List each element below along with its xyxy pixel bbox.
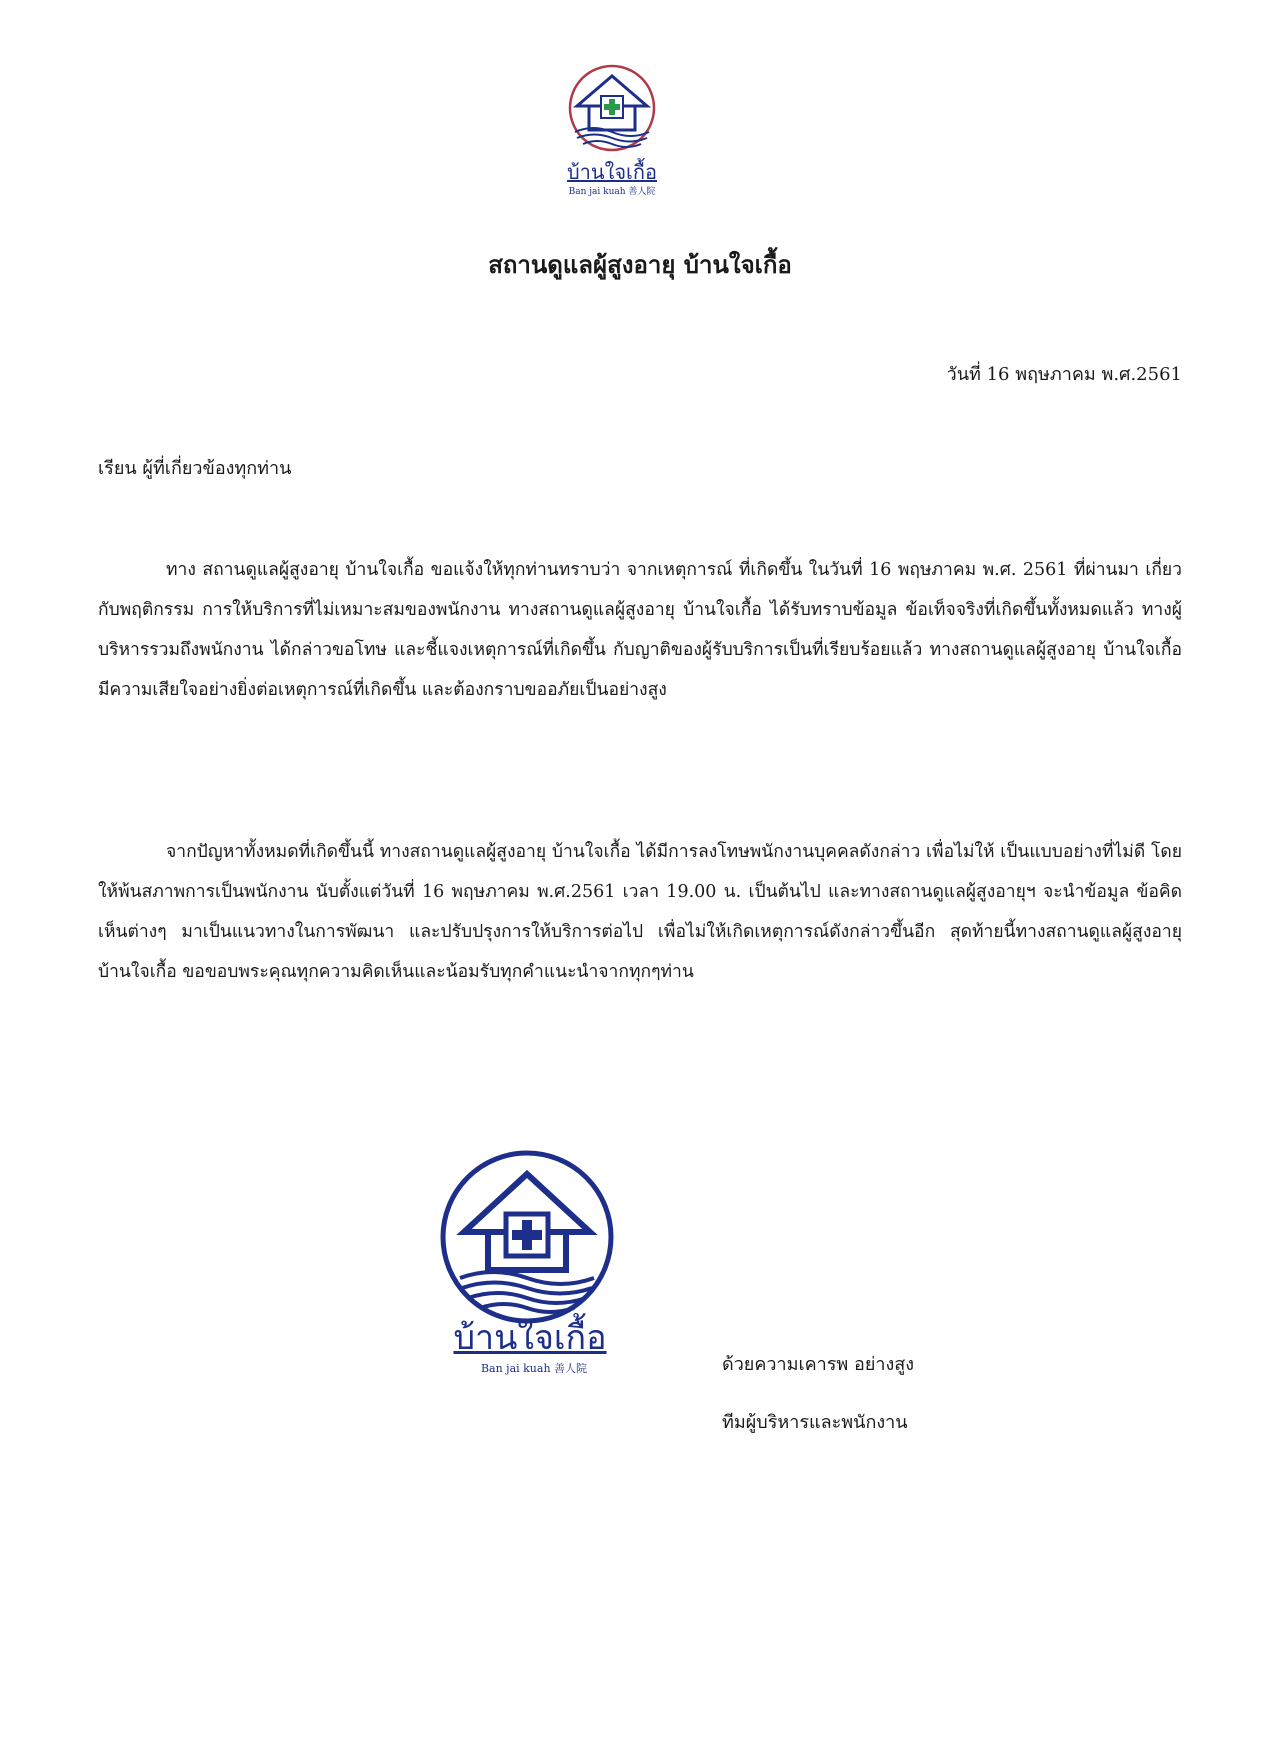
house-with-cross-logo xyxy=(557,62,667,154)
stamp-name: บ้านใจเกื้อ xyxy=(453,1318,607,1358)
logo-name: บ้านใจเกื้อ xyxy=(566,160,658,184)
closing: ด้วยความเคารพ อย่างสูง xyxy=(722,1354,915,1375)
page-title: สถานดูแลผู้สูงอายุ บ้านใจเกื้อ xyxy=(488,250,792,279)
stamp-subtitle: Ban jai kuah 善人院 xyxy=(480,1362,588,1375)
letter-date: วันที่ 16 พฤษภาคม พ.ศ.2561 xyxy=(946,364,1182,385)
salutation: เรียน ผู้ที่เกี่ยวข้องทุกท่าน xyxy=(98,458,292,479)
house-with-cross-stamp xyxy=(438,1148,616,1326)
signer: ทีมผู้บริหารและพนักงาน xyxy=(722,1412,908,1433)
body-paragraph-1: ทาง สถานดูแลผู้สูงอายุ บ้านใจเกื้อ ขอแจ้งให้ทุกท่านทราบว่า จากเหตุการณ์ ที่เกิดขึ้น ในวันที่ 16 พฤษภาคม พ.ศ. 2561 ที่ผ่านมา เกี่ยวกับพฤติกรรม การให้บริการที่ไม่เหมาะสมของพนักงาน ทางสถานดูแลผู้สูงอายุ บ้านใจเกื้อ ได้รับทราบข้อมูล ข้อเท็จจริงที่เกิดขึ้นทั้งหมดแล้ว ทางผู้บริหารรวมถึงพนักงาน ได้กล่าวขอโทษ และชี้แจงเหตุการณ์ที่เกิดขึ้น กับญาติของผู้รับบริการเป็นที่เรียบร้อยแล้ว ทางสถานดูแลผู้สูงอายุ บ้านใจเกื้อ มีความเสียใจอย่างยิ่งต่อเหตุการณ์ที่เกิดขึ้น และต้องกราบขออภัยเป็นอย่างสูง xyxy=(98,560,1182,700)
body-paragraph-2: จากปัญหาทั้งหมดที่เกิดขึ้นนี้ ทางสถานดูแลผู้สูงอายุ บ้านใจเกื้อ ได้มีการลงโทษพนักงานบุคคลดังกล่าว เพื่อไม่ให้ เป็นแบบอย่างที่ไม่ดี โดยให้พ้นสภาพการเป็นพนักงาน นับตั้งแต่วันที่ 16 พฤษภาคม พ.ศ.2561 เวลา 19.00 น. เป็นต้นไป และทางสถานดูแลผู้สูงอายุฯ จะนำข้อมูล ข้อคิดเห็นต่างๆ มาเป็นแนวทางในการพัฒนา และปรับปรุงการให้บริการต่อไป เพื่อไม่ให้เกิดเหตุการณ์ดังกล่าวขึ้นอีก สุดท้ายนี้ทางสถานดูแลผู้สูงอายุ บ้านใจเกื้อ ขอขอบพระคุณทุกความคิดเห็นและน้อมรับทุกคำแนะนำจากทุกๆท่าน xyxy=(98,842,1182,982)
logo-subtitle: Ban jai kuah 善人院 xyxy=(568,187,656,197)
